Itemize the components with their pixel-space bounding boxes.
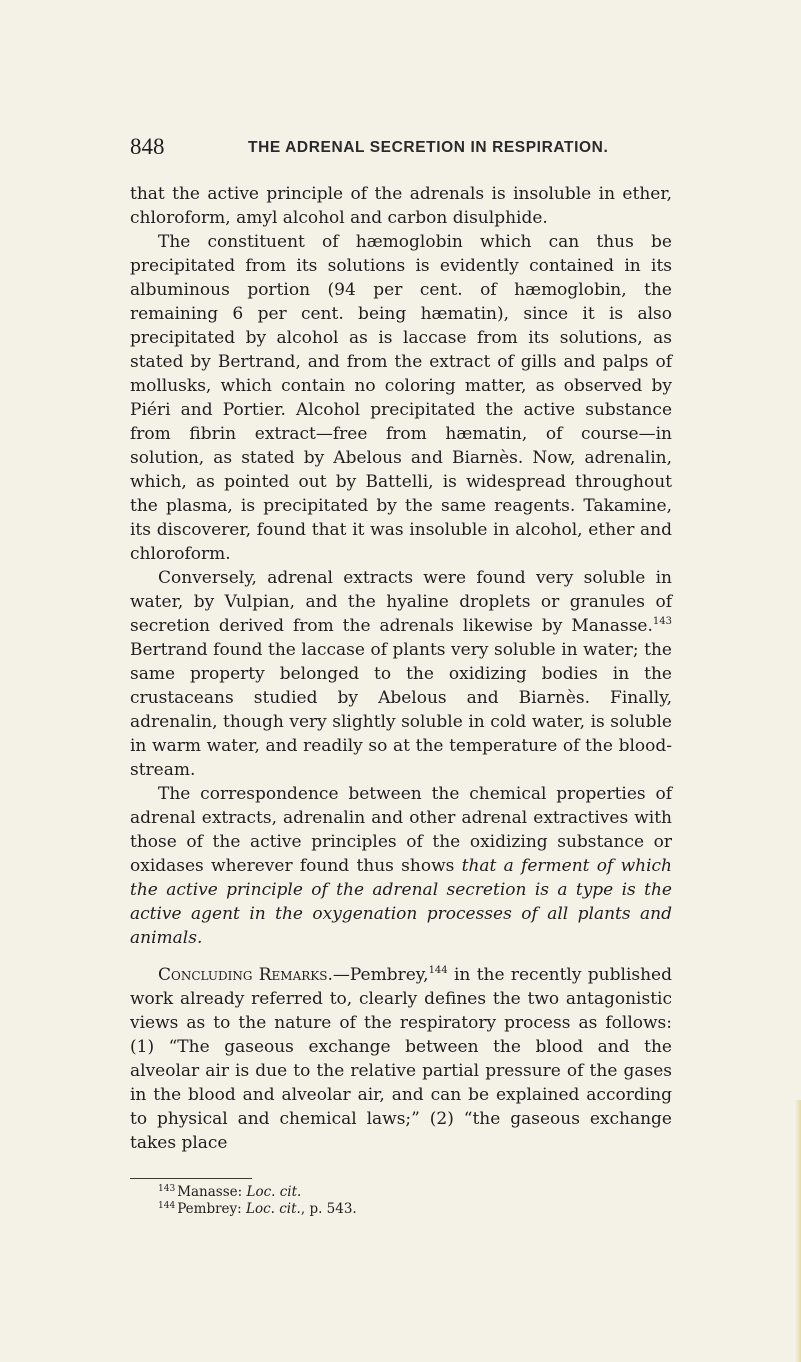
paragraph-3-text-b: Bertrand found the laccase of plants very soluble in water; the same property belonged to the oxidizing bodies in the crustaceans studied by Abelous and Biarnès. Finally, adrenalin, though very slightly soluble in cold water, is soluble in warm water, and readily so at the temperature of the blood-stream. [130, 640, 672, 780]
running-title: THE ADRENAL SECRETION IN RESPIRATION. [248, 139, 609, 156]
paragraph-5-text: in the recently published work already referred to, clearly defines the two antagonistic views as to the nature of the respiratory process as follows: (1) “The gaseous exchange between the blood and the alveolar air is due to the relative partial pressure of the gases in the blood and alveolar air, and can be explained according to physical and chemical laws;” (2) “the gaseous exchange takes place [130, 965, 672, 1153]
footnote-143 [158, 1184, 678, 1201]
paragraph-4-italic: that a ferment of which the active principle of the adrenal secretion is a type is the active agent in the oxygenation processes of all plants and animals. [130, 856, 672, 948]
paragraph-3-text-a: Conversely, adrenal extracts were found very soluble in water, by Vulpian, and the hyaline droplets or granules of secretion derived from the adrenals likewise by Manasse. [130, 568, 672, 636]
paragraph-5 [130, 963, 672, 1155]
footnote-author: Pembrey: [177, 1201, 247, 1217]
footnote-number: 143 [158, 1184, 176, 1194]
page-number: 848 [130, 134, 165, 159]
footnote-citation: Loc. cit. [246, 1184, 302, 1200]
page-edge-shadow [795, 1100, 801, 1362]
paragraph-1: that the active principle of the adrenals is insoluble in ether, chloroform, amyl alcohol and carbon disulphide. [130, 184, 672, 228]
footnote-ref-144[interactable]: 144 [428, 965, 448, 976]
paragraph-2: The constituent of hæmoglobin which can thus be precipitated from its solutions is evidently contained in its albuminous portion (94 per cent. of hæmoglobin, the remaining 6 per cent. being hæmatin), since it is also precipitated by alcohol as is laccase from its solutions, as stated by Bertrand, and from the extract of gills and palps of mollusks, which contain no coloring matter, as observed by Piéri and Portier. Alcohol precipitated the active substance from fibrin extract—free from hæmatin, of course—in solution, as stated by Abelous and Biarnès. Now, adrenalin, which, as pointed out by Battelli, is widespread throughout the plasma, is precipitated by the same reagents. Takamine, its discoverer, found that it was insoluble in alcohol, ether and chloroform. [130, 232, 672, 564]
paragraph-4-text: The correspondence between the chemical properties of adrenal extracts, adrenalin and other adrenal extractives with those of the active principles of the oxidizing substance or oxidases wherever found thus shows [130, 784, 672, 876]
footnote-suffix: , p. 543. [300, 1201, 357, 1217]
footnote-rule [130, 1178, 252, 1179]
section-heading: Concluding Remarks. [158, 965, 333, 985]
body-text [130, 182, 672, 1155]
footnote-ref-143[interactable]: 143 [652, 616, 672, 627]
footnote-citation: Loc. cit. [246, 1201, 301, 1217]
paragraph-4 [130, 782, 672, 950]
footnote-author: Manasse: [177, 1184, 247, 1200]
footnote-number: 144 [158, 1201, 176, 1211]
paragraph-3 [130, 566, 672, 782]
footnotes [158, 1184, 678, 1218]
page-header [130, 134, 672, 166]
paragraph-5-author: —Pembrey, [332, 965, 429, 985]
footnote-144 [158, 1201, 678, 1218]
